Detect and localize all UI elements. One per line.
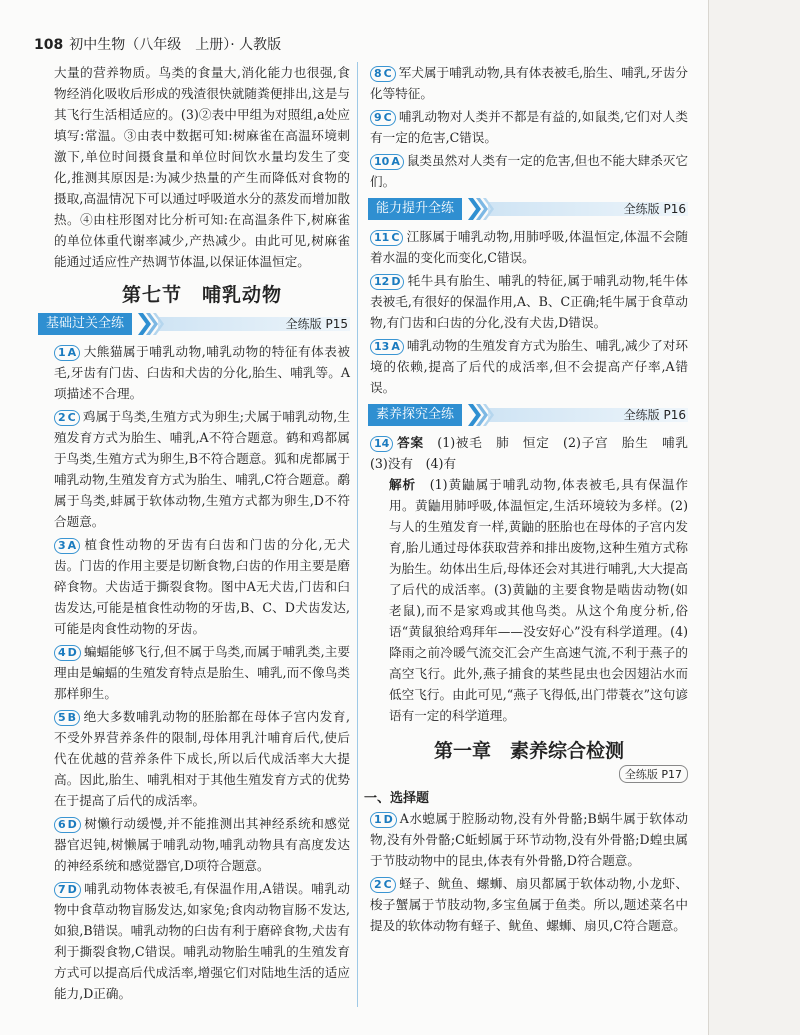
answer-item: 2 C 蛏子、鱿鱼、螺蛳、扇贝都属于软体动物,小龙虾、梭子蟹属于节肢动物,多宝鱼属于鱼类。所以,题述菜名中提及的软体动物有蛏子、鱿鱼、螺蛳、扇贝,C符合题意。: [370, 876, 688, 933]
answer-item: 10 A 鼠类虽然对人类有一定的危害,但也不能大肆杀灭它们。: [370, 153, 688, 189]
banner-label: 素养探究全练: [368, 404, 462, 426]
question-tag: 1 D: [370, 812, 397, 828]
analysis-text: (1)黄鼬属于哺乳动物,体表被毛,具有保温作用。黄鼬用肺呼吸,体温恒定,生活环境较为多样。(2)与人的生殖发育一样,黄鼬的胚胎也在母体的子宫内发育,胎儿通过母体获取营养和排出废物,这种生殖方式称为胎生。幼体出生后,母体还会对其进行哺乳,大大提高了后代的成活率。(3)黄鼬的主要食物是啮齿动物(如老鼠),而不是家鸡或其他鸟类。从这个角度分析,俗语“黄鼠狼给鸡拜年——没安好心”没有科学道理。(4)降雨之前冷暖气流交汇会产生高速气流,不利于燕子的高空飞行。此外,燕子捕食的某些昆虫也会因翅沾水而低空飞行。由此可见,“燕子飞得低,出门带蓑衣”这句谚语有一定的科学道理。: [389, 477, 688, 723]
answer-item: 12 D 牦牛具有胎生、哺乳的特征,属于哺乳动物,牦牛体表被毛,有很好的保温作用,A、B、C正确;牦牛属于食草动物,有门齿和臼齿的分化,没有犬齿,D错误。: [370, 273, 688, 330]
banner-label: 基础过关全练: [38, 313, 132, 335]
question-tag: 10 A: [370, 154, 404, 170]
question-tag: 13 A: [370, 339, 404, 355]
answer-item: 9 C 哺乳动物对人类并不都是有益的,如鼠类,它们对人类有一定的危害,C错误。: [370, 109, 688, 145]
answer-text: (1)被毛 肺 恒定 (2)子宫 胎生 哺乳 (3)没有 (4)有: [370, 435, 701, 471]
answer-item: 1 D A水螅属于腔肠动物,没有外骨骼;B蜗牛属于软体动物,没有外骨骼;C蚯蚓属于环节动物,没有外骨骼;D蝗虫属于节肢动物中的昆虫,体表有外骨骼,D符合题意。: [370, 811, 688, 868]
question-tag: 9 C: [370, 110, 396, 126]
question-tag: 14: [370, 436, 393, 452]
question-tag: 12 D: [370, 274, 404, 290]
chapter-ref: 全练版 P17: [619, 765, 688, 783]
chapter-title: 第一章 素养综合检测: [433, 740, 624, 762]
banner-ability: [368, 198, 688, 220]
question-tag: 6 D: [54, 817, 81, 833]
answer-item: 3 A 植食性动物的牙齿有臼齿和门齿的分化,无犬齿。门齿的作用主要是切断食物,臼齿的作用主要是磨碎食物。犬齿适于撕裂食物。图中A无犬齿,门齿和臼齿发达,可能是植食性动物的牙齿,B、C、D犬齿发达,可能是肉食性动物的牙齿。: [54, 537, 350, 636]
subhead-choice: 一、选择题: [364, 791, 430, 806]
column-divider: [357, 62, 358, 1007]
banner-ref: 全练版 P15: [285, 317, 348, 331]
intro-paragraph: 大量的营养物质。鸟类的食量大,消化能力也很强,食物经消化吸收后形成的残渣很快就随粪便排出,这是与其飞行生活相适应的。(3)②表中甲组为对照组,a处应填写:常温。③由表中数据可知:树麻雀在高温环境刺激下,单位时间摄食量和单位时间饮水量均发生了变化,推测其原因是:为减少热量的产生而降低对食物的摄取,高温情况下可以通过呼吸道水分的蒸发而增加散热。④由柱形图对比分析可知:在高温条件下,树麻雀的单位体重代谢率减少,产热减少。由此可见,树麻雀能通过适应性产热调节体温,以保证体温恒定。: [54, 65, 350, 269]
answer-item: 4 D 蝙蝠能够飞行,但不属于鸟类,而属于哺乳类,主要理由是蝙蝠的生殖发育特点是胎生、哺乳,而不像鸟类那样卵生。: [54, 644, 350, 701]
section-title: 第七节 哺乳动物: [121, 284, 282, 306]
answer-item: 1 A 大熊猫属于哺乳动物,哺乳动物的特征有体表被毛,牙齿有门齿、臼齿和犬齿的分化,胎生、哺乳等。A项描述不合理。: [54, 344, 350, 401]
question-tag: 3 A: [54, 538, 80, 554]
chevron-arrows-icon: [468, 198, 608, 220]
question-tag: 1 A: [54, 345, 80, 361]
page-edge-shadow: [708, 0, 800, 1035]
answer-item: 11 C 江豚属于哺乳动物,用肺呼吸,体温恒定,体温不会随着水温的变化而变化,C错误。: [370, 229, 688, 265]
right-column: [364, 62, 701, 938]
banner-label: 能力提升全练: [368, 198, 462, 220]
question-tag: 2 C: [54, 410, 80, 426]
answer-label: 答案: [396, 435, 424, 450]
question-tag: 7 D: [54, 882, 81, 898]
book-title: 初中生物（八年级 上册）· 人教版: [69, 37, 282, 53]
chevron-arrows-icon: [138, 313, 278, 335]
page-header: [34, 34, 281, 54]
banner-basic: [38, 313, 350, 335]
answer-item: 13 A 哺乳动物的生殖发育方式为胎生、哺乳,减少了对环境的依赖,提高了后代的成活率,但不会提高产仔率,A错误。: [370, 338, 688, 395]
banner-ref: 全练版 P16: [623, 202, 686, 216]
left-items: [54, 341, 350, 1004]
banner-ref: 全练版 P16: [623, 408, 686, 422]
left-column: [46, 62, 350, 1006]
question-tag: 4 D: [54, 645, 81, 661]
question-tag: 11 C: [370, 230, 403, 246]
answer-item: 7 D 哺乳动物体表被毛,有保温作用,A错误。哺乳动物中食草动物盲肠发达,如家兔;食肉动物盲肠不发达,如狼,B错误。哺乳动物的臼齿有利于磨碎食物,犬齿有利于撕裂食物,C错误。哺乳动物胎生哺乳的生殖发育方式可以提高后代成活率,增强它们对陆地生活的适应能力,D正确。: [54, 881, 350, 1001]
chevron-arrows-icon: [468, 404, 608, 426]
analysis-label: 解析: [389, 477, 417, 492]
answer-item: 6 D 树懒行动缓慢,并不能推测出其神经系统和感觉器官迟钝,树懒属于哺乳动物,哺乳动物具有高度发达的神经系统和感觉器官,D项符合题意。: [54, 816, 350, 873]
banner-literacy: [368, 404, 688, 426]
question-tag: 5 B: [54, 710, 80, 726]
q14: [370, 432, 701, 726]
page-number: 108: [34, 37, 64, 53]
answer-item: 5 B 绝大多数哺乳动物的胚胎都在母体子宫内发育,不受外界营养条件的限制,母体用乳汁哺育后代,使后代在优越的营养条件下成长,所以后代成活率大大提高。因此,胎生、哺乳相对于其他生殖发育方式的优势在于提高了后代的成活率。: [54, 709, 350, 808]
answer-item: 8 C 军犬属于哺乳动物,具有体表被毛,胎生、哺乳,牙齿分化等特征。: [370, 65, 688, 101]
answer-item: 2 C 鸡属于鸟类,生殖方式为卵生;犬属于哺乳动物,生殖发育方式为胎生、哺乳,A不符合题意。鹤和鸡都属于鸟类,生殖方式为卵生,B不符合题意。狐和虎都属于哺乳动物,生殖发育方式为胎生、哺乳,C符合题意。鹬属于鸟类,蚌属于软体动物,生殖方式都为卵生,D不符合题意。: [54, 409, 350, 529]
question-tag: 8 C: [370, 66, 396, 82]
question-tag: 2 C: [370, 877, 396, 893]
